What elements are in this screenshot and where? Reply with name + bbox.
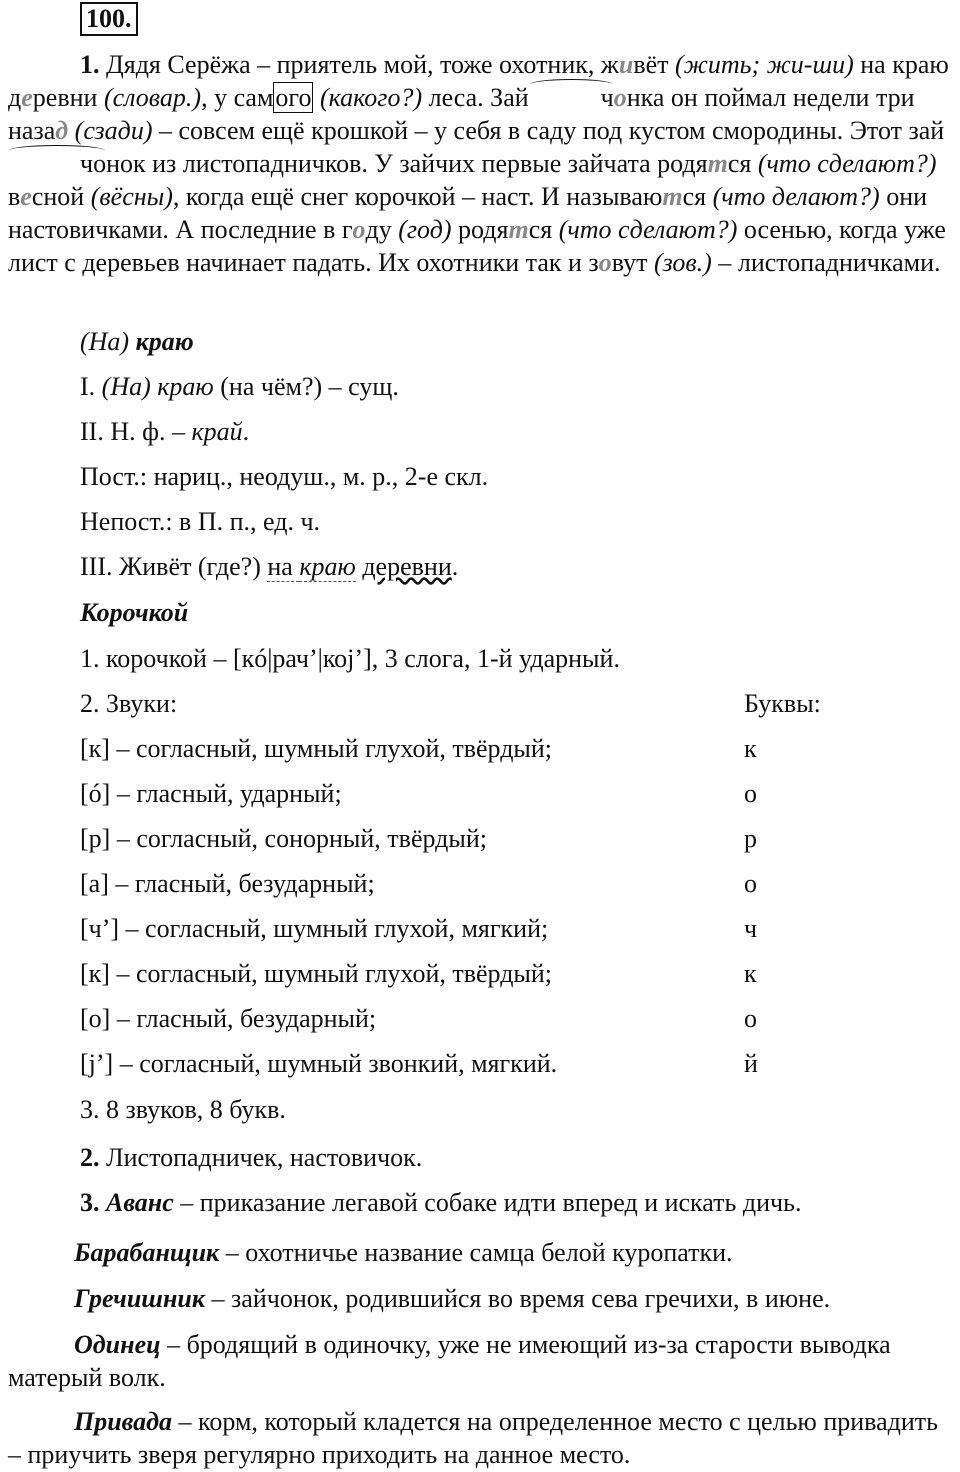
analysis2-heading: Корочкой [80, 598, 189, 627]
text: ся [727, 149, 758, 178]
orthogram-letter: о [613, 83, 627, 112]
hint: (что делают?) [712, 182, 880, 211]
ending-box: ого [275, 83, 312, 112]
text: нок из листопадничков. У зайчих первые зайчата родя [106, 149, 708, 178]
task2-line [80, 1142, 422, 1174]
term: Одинец [74, 1330, 161, 1359]
hint: (зов.) [653, 248, 712, 277]
text: ду [365, 215, 399, 244]
text: – совсем ещё крошкой – у себя в саду под кустом смородины. Этот зай [152, 116, 945, 145]
text: они настовичками. А последние в г [8, 182, 928, 244]
sound-row: [ч’] – согласный, шумный глухой, мягкий; [80, 914, 549, 943]
hint: (какого?) [319, 83, 423, 112]
text: ся [528, 215, 559, 244]
hint: (что сделают?) [558, 215, 738, 244]
letter-cell: о [744, 779, 757, 808]
letters-label: Буквы: [744, 689, 821, 718]
heading-prefix: (На) [80, 327, 136, 356]
exercise-number: 100. [80, 2, 138, 36]
wavy-underlined-word: деревни [362, 552, 452, 581]
word: (На) краю [101, 372, 214, 401]
definition-paragraph [8, 1282, 953, 1315]
text: III. Живёт (где?) [80, 552, 268, 581]
orthogram-letter: о [352, 215, 366, 244]
analysis1-line2 [80, 416, 249, 448]
definition-paragraph [8, 1328, 953, 1394]
term: Аванс [106, 1188, 174, 1217]
analysis1-line3: Пост.: нариц., неодуш., м. р., 2-е скл. [80, 462, 489, 491]
suffix-arc: чо [8, 147, 106, 180]
orthogram-letter: д [55, 116, 69, 145]
text: , у сам [201, 83, 274, 112]
underlined-word: на [267, 552, 300, 581]
sounds-label: 2. Звуки: [80, 689, 178, 718]
analysis1-heading [80, 326, 194, 358]
term: Барабанщик [74, 1238, 220, 1267]
term: Привада [74, 1407, 173, 1436]
hint: (сзади) [74, 116, 153, 145]
text: осенью, когда уже лист с деревьев начинает падать. Их охотники так и з [8, 215, 946, 277]
letter-cell: о [744, 1004, 757, 1033]
letter-cell: ч [744, 914, 758, 943]
definition: – зайчонок, родившийся во время сева гречихи, в июне. [205, 1284, 831, 1313]
orthogram-letter: т [707, 149, 728, 178]
orthogram-letter: т [662, 182, 683, 211]
hint: (что сделают?) [757, 149, 937, 178]
text: , когда ещё снег корочкой – наст. И называю [172, 182, 663, 211]
text: ревни [32, 83, 104, 112]
letter-cell: р [744, 824, 757, 853]
text: леса. Зай [422, 83, 529, 112]
task3-line [80, 1187, 801, 1219]
definition: – охотничье название самца белой куропатки. [219, 1238, 733, 1267]
orthogram-letter: е [21, 83, 33, 112]
sound-row: [j’] – согласный, шумный звонкий, мягкий. [80, 1049, 558, 1078]
analysis1-line1 [80, 371, 399, 403]
analysis2-summary: 3. 8 звуков, 8 букв. [80, 1095, 286, 1124]
text: . [242, 417, 250, 446]
orthogram-letter: и [618, 50, 634, 79]
text: вут [611, 248, 654, 277]
sound-row: [к] – согласный, шумный глухой, твёрдый; [80, 734, 553, 763]
analysis2-line1: 1. корочкой – [кó|рач’|коj’], 3 слога, 1-й ударный. [80, 644, 620, 673]
orthogram-letter: о [598, 248, 612, 277]
orthogram-letter: т [508, 215, 529, 244]
text: на краю д [8, 50, 949, 112]
task-number: 2. [80, 1143, 100, 1172]
definition: – бродящий в одиночку, уже не имеющий из-за старости выводка матерый волк. [8, 1330, 891, 1392]
suffix-arc: ч [529, 81, 614, 114]
text: Дядя Серёжа – приятель мой, тоже охотник, ж [99, 50, 619, 79]
task1-paragraph [8, 48, 953, 279]
letter-cell: о [744, 869, 757, 898]
definition-paragraph [8, 1405, 953, 1471]
sound-row: [а] – гласный, безударный; [80, 869, 375, 898]
analysis1-line4: Непост.: в П. п., ед. ч. [80, 507, 321, 536]
analysis1-line5 [80, 551, 458, 583]
underlined-word: краю [299, 552, 356, 581]
task-number: 1. [80, 50, 100, 79]
roman-num: I. [80, 372, 102, 401]
text: родя [451, 215, 509, 244]
text: II. Н. ф. – [80, 417, 192, 446]
hint: (словар.) [103, 83, 202, 112]
text: . [451, 552, 459, 581]
text: – листопадничками. [711, 248, 941, 277]
text: нка он поймал недели три наза [8, 83, 915, 145]
word: край [191, 417, 243, 446]
definition: – корм, который кладется на определенное место с целью привадить – приучить зверя регулярно приходить на данное место. [8, 1407, 939, 1469]
heading-word: краю [135, 327, 194, 356]
text: Листопадничек, настовичок. [99, 1143, 423, 1172]
letter-cell: к [744, 959, 757, 988]
letter-cell: й [744, 1049, 758, 1078]
task-number: 3. [80, 1188, 106, 1217]
definition-paragraph [8, 1236, 953, 1269]
text: ся [682, 182, 713, 211]
definition: – приказание легавой собаке идти вперед и искать дичь. [173, 1188, 802, 1217]
text: сной [31, 182, 91, 211]
hint: (год) [398, 215, 452, 244]
text: в [8, 182, 21, 211]
orthogram-letter: е [20, 182, 32, 211]
sound-row: [к] – согласный, шумный глухой, твёрдый; [80, 959, 553, 988]
hint: (вёсны) [90, 182, 173, 211]
sound-row: [р] – согласный, сонорный, твёрдый; [80, 824, 487, 853]
sound-row: [ó] – гласный, ударный; [80, 779, 342, 808]
letter-cell: к [744, 734, 757, 763]
hint: (жить; жи-ши) [675, 50, 854, 79]
text: (на чём?) – сущ. [213, 372, 399, 401]
text: вёт [633, 50, 676, 79]
sound-row: [о] – гласный, безударный; [80, 1004, 377, 1033]
term: Гречишник [74, 1284, 206, 1313]
